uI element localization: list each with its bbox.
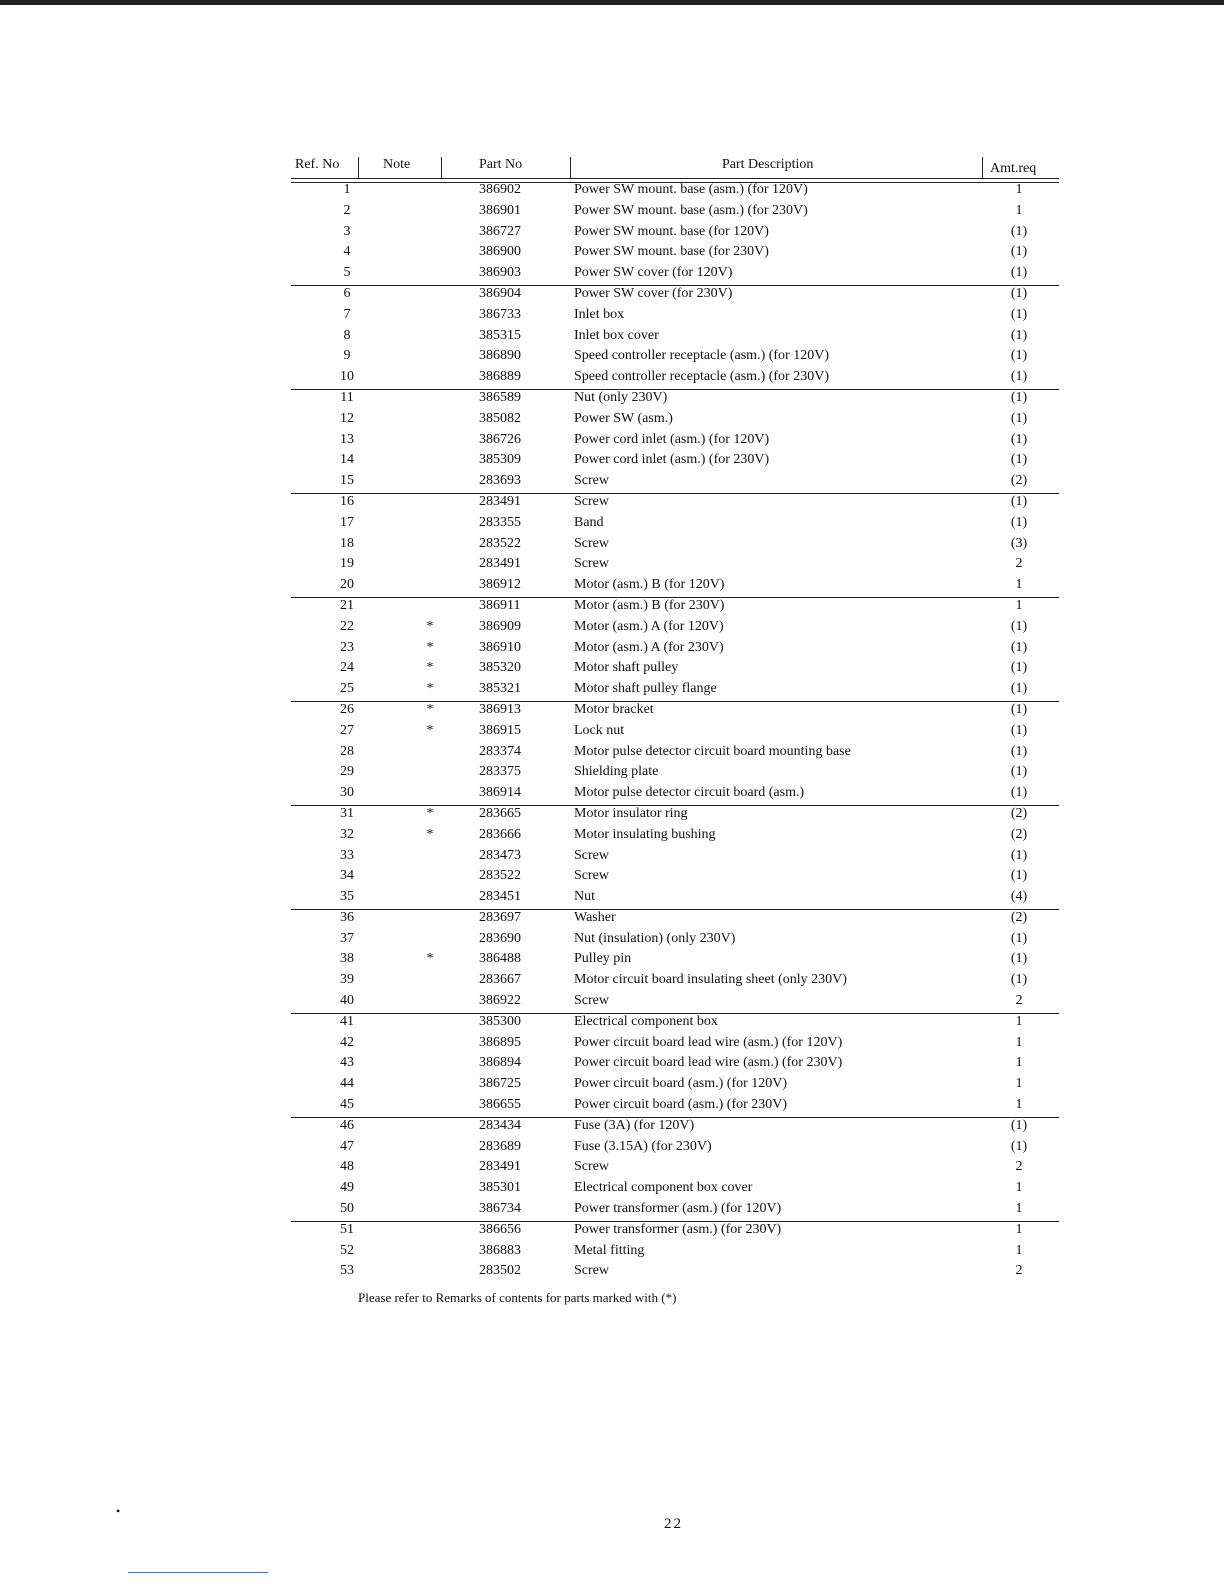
ref-no-cell: 44: [340, 1076, 354, 1092]
part-description-cell: Power circuit board lead wire (asm.) (for 230V): [574, 1055, 843, 1071]
amt-req-cell: (2): [1010, 826, 1028, 842]
part-no-header: Part No: [479, 157, 523, 172]
part-description-cell: Power circuit board (asm.) (for 230V): [574, 1097, 788, 1113]
table-row: [291, 554, 1059, 575]
amt-req-cell: (1): [1010, 681, 1028, 697]
part-no-cell: 386910: [479, 639, 521, 655]
part-no-cell: 283434: [479, 1117, 521, 1133]
part-description-cell: Screw: [574, 556, 609, 572]
ref-no-cell: 12: [340, 410, 354, 426]
part-no-cell: 283491: [479, 556, 521, 572]
part-no-cell: 283690: [479, 930, 521, 946]
part-description-cell: Electrical component box: [574, 1013, 718, 1029]
amt-req-cell: 1: [1015, 1013, 1023, 1029]
table-row: [291, 575, 1059, 596]
ref-no-cell: 7: [343, 306, 351, 322]
ref-no-cell: 13: [340, 431, 354, 447]
part-no-cell: 283473: [479, 847, 521, 863]
part-description-cell: Washer: [574, 909, 616, 925]
part-no-cell: 283355: [479, 514, 521, 530]
ref-no-cell: 26: [340, 701, 354, 717]
table-row: [291, 409, 1059, 430]
part-no-cell: 283666: [479, 826, 521, 842]
part-description-cell: Shielding plate: [574, 764, 659, 780]
part-description-cell: Screw: [574, 473, 609, 489]
table-row: [291, 1012, 1059, 1033]
ref-no-cell: 50: [340, 1201, 354, 1217]
ref-no-cell: 33: [340, 847, 354, 863]
ref-no-cell: 10: [340, 369, 354, 385]
part-description-cell: Power SW cover (for 120V): [574, 265, 733, 281]
header-divider: [358, 157, 359, 179]
table-row: [291, 825, 1059, 846]
part-no-cell: 386894: [479, 1055, 521, 1071]
part-no-cell: 386914: [479, 785, 521, 801]
amt-req-cell: (2): [1010, 909, 1028, 925]
part-no-cell: 283491: [479, 493, 521, 509]
amt-req-cell: (1): [1010, 847, 1028, 863]
ref-no-cell: 22: [340, 618, 354, 634]
page-number: 22: [664, 1516, 683, 1532]
part-description-cell: Motor shaft pulley: [574, 660, 679, 676]
amt-req-cell: (1): [1010, 785, 1028, 801]
ref-no-cell: 9: [343, 348, 351, 364]
table-row: [291, 326, 1059, 347]
amt-req-cell: (1): [1010, 306, 1028, 322]
part-no-cell: 386488: [479, 951, 521, 967]
ref-no-cell: 29: [340, 764, 354, 780]
part-no-cell: 386725: [479, 1076, 521, 1092]
amt-req-cell: (1): [1010, 764, 1028, 780]
table-row: [291, 346, 1059, 367]
amt-req-cell: (1): [1010, 493, 1028, 509]
part-no-cell: 385315: [479, 327, 521, 343]
part-description-cell: Power cord inlet (asm.) (for 230V): [574, 452, 770, 468]
part-description-cell: Inlet box cover: [574, 327, 659, 343]
ref-no-cell: 18: [340, 535, 354, 551]
table-row: [291, 1033, 1059, 1054]
ref-no-cell: 23: [340, 639, 354, 655]
amt-req-cell: (2): [1010, 473, 1028, 489]
part-description-cell: Screw: [574, 493, 609, 509]
part-no-cell: 385320: [479, 660, 521, 676]
amt-req-cell: (1): [1010, 1117, 1028, 1133]
table-row: [291, 1261, 1059, 1282]
amt-req-cell: (3): [1010, 535, 1028, 551]
note-cell: *: [426, 701, 434, 717]
amt-req-cell: (1): [1010, 1138, 1028, 1154]
amt-req-cell: (1): [1010, 452, 1028, 468]
part-description-cell: Power SW mount. base (for 230V): [574, 244, 769, 260]
note-cell: *: [426, 826, 434, 842]
table-row: [291, 284, 1059, 305]
ref-no-cell: 45: [340, 1097, 354, 1113]
part-no-cell: 385301: [479, 1180, 521, 1196]
table-row: [291, 742, 1059, 763]
amt-req-cell: (1): [1010, 327, 1028, 343]
part-no-cell: 386655: [479, 1097, 521, 1113]
part-no-cell: 283689: [479, 1138, 521, 1154]
part-no-cell: 385309: [479, 452, 521, 468]
part-description-cell: Power SW (asm.): [574, 410, 673, 426]
group-separator: [291, 1221, 1059, 1222]
group-separator: [291, 805, 1059, 806]
ref-no-cell: 11: [340, 389, 354, 405]
table-row: [291, 721, 1059, 742]
table-row: [291, 887, 1059, 908]
table-row: [291, 492, 1059, 513]
part-no-cell: 386904: [479, 285, 521, 301]
table-row: [291, 1116, 1059, 1137]
group-separator: [291, 597, 1059, 598]
note-cell: *: [426, 722, 434, 738]
group-separator: [291, 701, 1059, 702]
ref-no-cell: 43: [340, 1055, 354, 1071]
table-row: [291, 679, 1059, 700]
table-row: [291, 596, 1059, 617]
part-no-cell: 386909: [479, 618, 521, 634]
part-no-cell: 283693: [479, 473, 521, 489]
part-no-cell: 283522: [479, 868, 521, 884]
part-description-cell: Motor pulse detector circuit board mounting base: [574, 743, 851, 759]
amt-req-cell: 1: [1015, 577, 1023, 593]
ref-no-cell: 37: [340, 930, 354, 946]
table-row: [291, 1157, 1059, 1178]
table-header: [291, 157, 1059, 179]
bullet-mark: •: [116, 1504, 121, 1518]
table-row: [291, 804, 1059, 825]
amt-req-cell: (1): [1010, 244, 1028, 260]
part-no-cell: 386733: [479, 306, 521, 322]
table-row: [291, 638, 1059, 659]
part-description-cell: Speed controller receptacle (asm.) (for 120V): [574, 348, 829, 364]
part-description-cell: Motor insulating bushing: [574, 826, 716, 842]
part-description-cell: Fuse (3.15A) (for 230V): [574, 1138, 712, 1154]
amt-req-cell: (1): [1010, 348, 1028, 364]
part-no-cell: 386912: [479, 577, 521, 593]
table-row: [291, 305, 1059, 326]
note-cell: *: [426, 681, 434, 697]
ref-no-cell: 46: [340, 1117, 354, 1133]
table-row: [291, 700, 1059, 721]
ref-no-cell: 5: [343, 265, 351, 281]
part-description-cell: Screw: [574, 868, 609, 884]
part-description-cell: Screw: [574, 847, 609, 863]
table-row: [291, 201, 1059, 222]
ref-no-cell: 51: [340, 1221, 354, 1237]
amt-req-cell: (1): [1010, 431, 1028, 447]
amt-req-cell: 2: [1015, 556, 1023, 572]
part-no-cell: 283522: [479, 535, 521, 551]
ref-no-cell: 8: [343, 327, 351, 343]
ref-no-cell: 4: [343, 244, 351, 260]
amt-req-cell: 1: [1015, 182, 1023, 197]
part-description-cell: Power SW mount. base (asm.) (for 120V): [574, 182, 808, 197]
ref-no-cell: 36: [340, 909, 354, 925]
amt-req-header: Amt.req: [990, 161, 1037, 176]
table-row: [291, 1074, 1059, 1095]
part-no-cell: 386889: [479, 369, 521, 385]
amt-req-cell: 1: [1015, 1242, 1023, 1258]
ref-no-cell: 52: [340, 1242, 354, 1258]
part-description-cell: Screw: [574, 993, 609, 1009]
header-divider: [570, 157, 571, 179]
amt-req-cell: 1: [1015, 597, 1023, 613]
part-no-cell: 283502: [479, 1263, 521, 1279]
amt-req-cell: (1): [1010, 618, 1028, 634]
part-no-cell: 283697: [479, 909, 521, 925]
table-row: [291, 866, 1059, 887]
amt-req-cell: 1: [1015, 1076, 1023, 1092]
footer-note: Please refer to Remarks of contents for parts marked with (*): [358, 1290, 677, 1305]
table-row: [291, 1053, 1059, 1074]
part-no-cell: 386911: [479, 597, 521, 613]
ref-no-cell: 16: [340, 493, 354, 509]
part-description-cell: Power circuit board lead wire (asm.) (for 120V): [574, 1034, 843, 1050]
part-no-cell: 283374: [479, 743, 521, 759]
table-row: [291, 1137, 1059, 1158]
group-separator: [291, 389, 1059, 390]
ref-no-cell: 38: [340, 951, 354, 967]
table-row: [291, 388, 1059, 409]
header-divider: [441, 157, 442, 179]
amt-req-cell: (1): [1010, 868, 1028, 884]
ref-no-cell: 1: [343, 182, 351, 197]
amt-req-cell: (1): [1010, 951, 1028, 967]
amt-req-cell: (1): [1010, 223, 1028, 239]
part-description-cell: Motor (asm.) A (for 230V): [574, 639, 724, 655]
table-row: [291, 242, 1059, 263]
table-row: [291, 471, 1059, 492]
group-separator: [291, 493, 1059, 494]
part-no-cell: 386902: [479, 182, 521, 197]
part-description-cell: Motor (asm.) A (for 120V): [574, 618, 724, 634]
amt-req-cell: (1): [1010, 701, 1028, 717]
ref-no-cell: 17: [340, 514, 354, 530]
table-row: [291, 1199, 1059, 1220]
part-description-cell: Electrical component box cover: [574, 1180, 753, 1196]
part-description-cell: Motor pulse detector circuit board (asm.): [574, 785, 805, 801]
part-description-cell: Power transformer (asm.) (for 230V): [574, 1221, 782, 1237]
part-description-cell: Motor circuit board insulating sheet (only 230V): [574, 972, 847, 988]
amt-req-cell: (1): [1010, 369, 1028, 385]
part-description-cell: Inlet box: [574, 306, 625, 322]
part-no-cell: 386883: [479, 1242, 521, 1258]
part-description-header: Part Description: [722, 157, 814, 172]
table-row: [291, 1178, 1059, 1199]
part-no-cell: 386895: [479, 1034, 521, 1050]
part-no-cell: 386727: [479, 223, 521, 239]
amt-req-cell: 1: [1015, 1055, 1023, 1071]
note-cell: *: [426, 639, 434, 655]
part-description-cell: Power cord inlet (asm.) (for 120V): [574, 431, 770, 447]
note-cell: *: [426, 618, 434, 634]
table-row: [291, 430, 1059, 451]
amt-req-cell: (1): [1010, 410, 1028, 426]
part-no-cell: 385321: [479, 681, 521, 697]
part-no-cell: 386903: [479, 265, 521, 281]
table-row: [291, 949, 1059, 970]
ref-no-cell: 6: [343, 285, 351, 301]
table-row: [291, 513, 1059, 534]
amt-req-cell: 1: [1015, 1180, 1023, 1196]
ref-no-cell: 49: [340, 1180, 354, 1196]
part-no-cell: 386900: [479, 244, 521, 260]
amt-req-cell: (1): [1010, 514, 1028, 530]
part-description-cell: Power SW cover (for 230V): [574, 285, 733, 301]
group-separator: [291, 909, 1059, 910]
table-row: [291, 846, 1059, 867]
part-no-cell: 386913: [479, 701, 521, 717]
ref-no-cell: 40: [340, 993, 354, 1009]
table-row: [291, 658, 1059, 679]
amt-req-cell: 1: [1015, 1034, 1023, 1050]
part-description-cell: Metal fitting: [574, 1242, 645, 1258]
amt-req-cell: (1): [1010, 972, 1028, 988]
part-no-cell: 386656: [479, 1221, 521, 1237]
part-description-cell: Lock nut: [574, 722, 625, 738]
part-no-cell: 385082: [479, 410, 521, 426]
amt-req-cell: 2: [1015, 993, 1023, 1009]
amt-req-cell: 2: [1015, 1159, 1023, 1175]
table-row: [291, 367, 1059, 388]
amt-req-cell: 1: [1015, 202, 1023, 218]
ref-no-cell: 28: [340, 743, 354, 759]
table-row: [291, 180, 1059, 201]
part-description-cell: Pulley pin: [574, 951, 632, 967]
amt-req-cell: (1): [1010, 930, 1028, 946]
part-no-cell: 386890: [479, 348, 521, 364]
ref-no-cell: 30: [340, 785, 354, 801]
group-separator: [291, 1117, 1059, 1118]
table-row: [291, 450, 1059, 471]
part-description-cell: Screw: [574, 1159, 609, 1175]
part-description-cell: Band: [574, 514, 604, 530]
header-divider: [982, 157, 983, 179]
part-description-cell: Nut (only 230V): [574, 389, 668, 405]
amt-req-cell: (1): [1010, 743, 1028, 759]
ref-no-cell: 2: [343, 202, 351, 218]
part-no-cell: 283451: [479, 889, 521, 905]
part-description-cell: Motor (asm.) B (for 230V): [574, 597, 725, 613]
table-row: [291, 263, 1059, 284]
note-header: Note: [383, 157, 411, 172]
ref-no-cell: 3: [343, 223, 351, 239]
group-separator: [291, 285, 1059, 286]
part-no-cell: 386901: [479, 202, 521, 218]
amt-req-cell: 1: [1015, 1221, 1023, 1237]
ref-no-cell: 35: [340, 889, 354, 905]
part-description-cell: Fuse (3A) (for 120V): [574, 1117, 695, 1133]
table-row: [291, 1095, 1059, 1116]
ref-no-cell: 27: [340, 722, 354, 738]
ref-no-cell: 21: [340, 597, 354, 613]
part-description-cell: Motor bracket: [574, 701, 654, 717]
part-description-cell: Power transformer (asm.) (for 120V): [574, 1201, 782, 1217]
table-row: [291, 617, 1059, 638]
part-no-cell: 386922: [479, 993, 521, 1009]
ref-no-cell: 25: [340, 681, 354, 697]
part-description-cell: Screw: [574, 535, 609, 551]
table-row: [291, 991, 1059, 1012]
ref-no-cell: 14: [340, 452, 354, 468]
part-no-cell: 386734: [479, 1201, 521, 1217]
table-row: [291, 929, 1059, 950]
ref-no-cell: 20: [340, 577, 354, 593]
amt-req-cell: (2): [1010, 805, 1028, 821]
amt-req-cell: 1: [1015, 1201, 1023, 1217]
part-description-cell: Power SW mount. base (asm.) (for 230V): [574, 202, 808, 218]
group-separator: [291, 1013, 1059, 1014]
amt-req-cell: (1): [1010, 285, 1028, 301]
amt-req-cell: (1): [1010, 660, 1028, 676]
ref-no-cell: 32: [340, 826, 354, 842]
part-description-cell: Power SW mount. base (for 120V): [574, 223, 769, 239]
table-row: [291, 970, 1059, 991]
table-row: [291, 762, 1059, 783]
ref-no-cell: 15: [340, 473, 354, 489]
part-description-cell: Nut: [574, 889, 595, 905]
part-no-cell: 283491: [479, 1159, 521, 1175]
part-no-cell: 283667: [479, 972, 521, 988]
part-no-cell: 386589: [479, 389, 521, 405]
amt-req-cell: (1): [1010, 265, 1028, 281]
amt-req-cell: 2: [1015, 1263, 1023, 1279]
part-no-cell: 283375: [479, 764, 521, 780]
ref-no-cell: 39: [340, 972, 354, 988]
table-row: [291, 908, 1059, 929]
table-row: [291, 1241, 1059, 1262]
amt-req-cell: 1: [1015, 1097, 1023, 1113]
table-row: [291, 534, 1059, 555]
table-row: [291, 222, 1059, 243]
ref-no-cell: 34: [340, 868, 354, 884]
part-no-cell: 385300: [479, 1013, 521, 1029]
ref-no-cell: 42: [340, 1034, 354, 1050]
part-description-cell: Speed controller receptacle (asm.) (for 230V): [574, 369, 829, 385]
ref-no-cell: 19: [340, 556, 354, 572]
note-cell: *: [426, 951, 434, 967]
top-border-line: [0, 0, 1224, 5]
part-no-cell: 386726: [479, 431, 521, 447]
ref-no-cell: 24: [340, 660, 354, 676]
ref-no-cell: 47: [340, 1138, 354, 1154]
ref-no-cell: 31: [340, 805, 354, 821]
part-description-cell: Nut (insulation) (only 230V): [574, 930, 736, 946]
amt-req-cell: (1): [1010, 722, 1028, 738]
part-no-cell: 283665: [479, 805, 521, 821]
part-description-cell: Screw: [574, 1263, 609, 1279]
bottom-line: [128, 1572, 268, 1573]
ref-no-cell: 41: [340, 1013, 354, 1029]
ref-no-header: Ref. No: [295, 157, 340, 172]
part-description-cell: Motor shaft pulley flange: [574, 681, 717, 697]
amt-req-cell: (1): [1010, 639, 1028, 655]
table-row: [291, 1220, 1059, 1241]
amt-req-cell: (4): [1010, 889, 1028, 905]
part-description-cell: Motor insulator ring: [574, 805, 688, 821]
part-description-cell: Motor (asm.) B (for 120V): [574, 577, 725, 593]
ref-no-cell: 53: [340, 1263, 354, 1279]
table-row: [291, 783, 1059, 804]
part-description-cell: Power circuit board (asm.) (for 120V): [574, 1076, 788, 1092]
amt-req-cell: (1): [1010, 389, 1028, 405]
ref-no-cell: 48: [340, 1159, 354, 1175]
part-no-cell: 386915: [479, 722, 521, 738]
note-cell: *: [426, 805, 434, 821]
note-cell: *: [426, 660, 434, 676]
